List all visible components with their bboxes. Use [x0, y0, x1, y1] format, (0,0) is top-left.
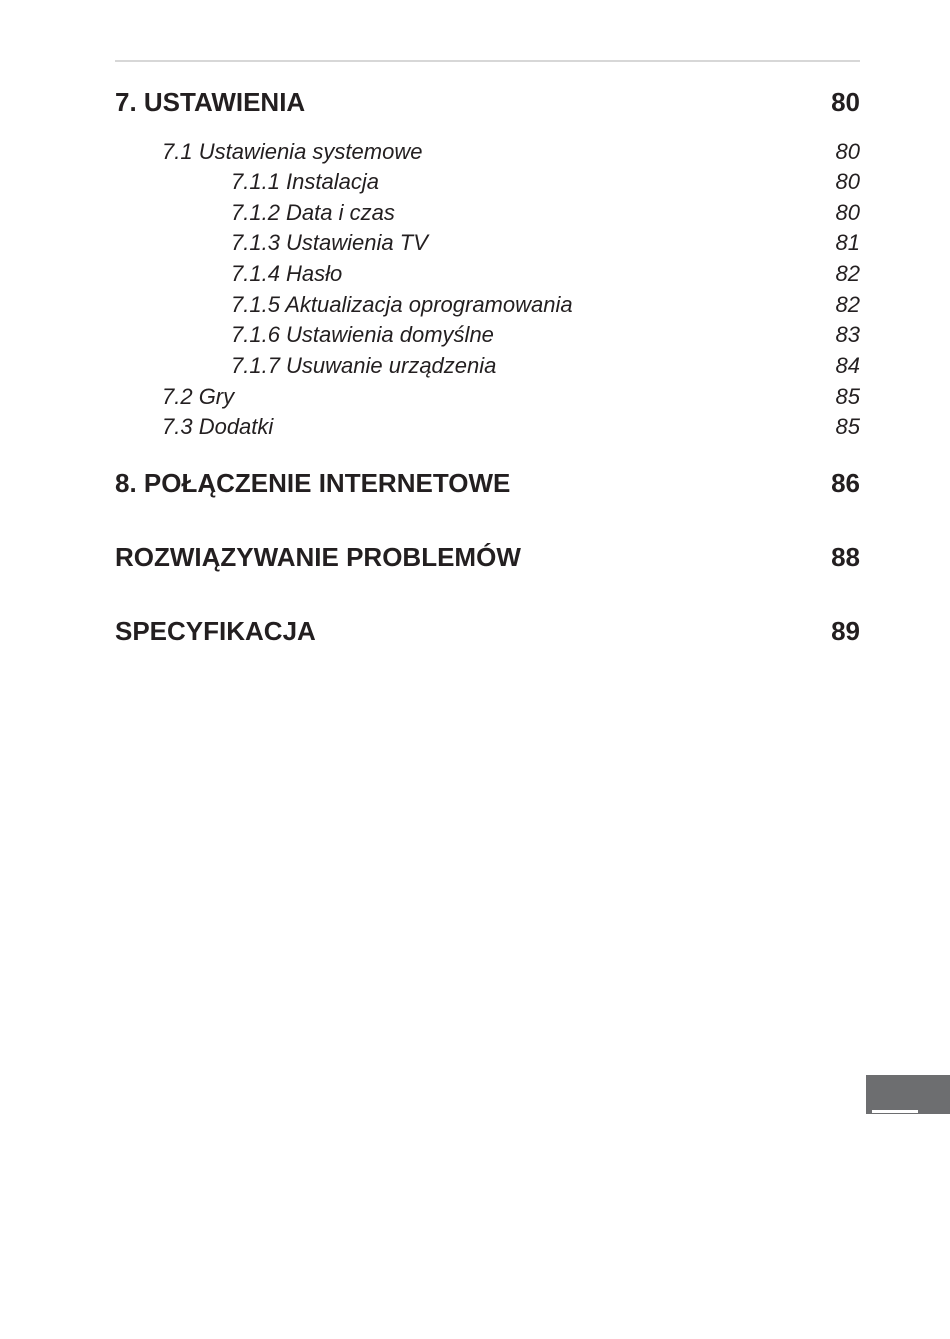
- toc-subsection-title: 7.1.3 Ustawienia TV: [231, 230, 428, 255]
- toc-subsection-title: 7.1 Ustawienia systemowe: [162, 139, 423, 164]
- toc-section-specyfikacja[interactable]: [115, 614, 860, 648]
- toc-subsection-title: 7.1.7 Usuwanie urządzenia: [231, 353, 497, 378]
- toc-section-title: 8. POŁĄCZENIE INTERNETOWE: [115, 468, 511, 498]
- toc-subsection-title: 7.2 Gry: [162, 384, 235, 409]
- toc-section-title: ROZWIĄZYWANIE PROBLEMÓW: [115, 542, 521, 572]
- toc-subsection-7-1-1[interactable]: [115, 168, 860, 196]
- toc-subsection-page: 80: [835, 200, 860, 225]
- toc-subsection-7-1-6[interactable]: [115, 321, 860, 349]
- toc-subsection-title: 7.1.5 Aktualizacja oprogramowania: [231, 292, 573, 317]
- toc-subsection-page: 84: [835, 353, 860, 378]
- toc-section-page: 86: [831, 468, 860, 498]
- toc-subsection-page: 85: [835, 384, 860, 409]
- toc-subsection-7-3[interactable]: [115, 413, 860, 441]
- toc-subsection-page: 81: [835, 230, 860, 255]
- toc-subsection-7-1-2[interactable]: [115, 199, 860, 227]
- toc-section-title: SPECYFIKACJA: [115, 616, 316, 646]
- toc-section-page: 89: [831, 616, 860, 646]
- toc-subsection-page: 82: [835, 292, 860, 317]
- thumb-tab-marker: [872, 1110, 918, 1113]
- toc-subsection-title: 7.1.6 Ustawienia domyślne: [231, 322, 494, 347]
- toc-subsection-7-2[interactable]: [115, 383, 860, 411]
- toc-subsection-7-1[interactable]: [115, 138, 860, 166]
- chapter-thumb-tab: [866, 1075, 950, 1114]
- toc-subsection-page: 82: [835, 261, 860, 286]
- toc-section-polaczenie-internetowe[interactable]: [115, 466, 860, 500]
- toc-section-ustawienia[interactable]: [115, 85, 860, 119]
- toc-subsection-page: 85: [835, 414, 860, 439]
- toc-section-title: 7. USTAWIENIA: [115, 87, 306, 117]
- toc-subsection-page: 80: [835, 139, 860, 164]
- toc-subsection-page: 83: [835, 322, 860, 347]
- toc-subsection-title: 7.1.1 Instalacja: [231, 169, 379, 194]
- toc-section-page: 80: [831, 87, 860, 117]
- top-rule: [115, 60, 860, 62]
- toc-subsection-title: 7.3 Dodatki: [162, 414, 274, 439]
- toc-subsection-7-1-7[interactable]: [115, 352, 860, 380]
- toc-subsection-7-1-4[interactable]: [115, 260, 860, 288]
- toc-subsection-page: 80: [835, 169, 860, 194]
- toc-subsection-7-1-3[interactable]: [115, 229, 860, 257]
- toc-subsection-title: 7.1.4 Hasło: [231, 261, 343, 286]
- toc-subsection-7-1-5[interactable]: [115, 291, 860, 319]
- toc-section-rozwiazywanie-problemow[interactable]: [115, 540, 860, 574]
- toc-section-page: 88: [831, 542, 860, 572]
- toc-subsection-title: 7.1.2 Data i czas: [231, 200, 395, 225]
